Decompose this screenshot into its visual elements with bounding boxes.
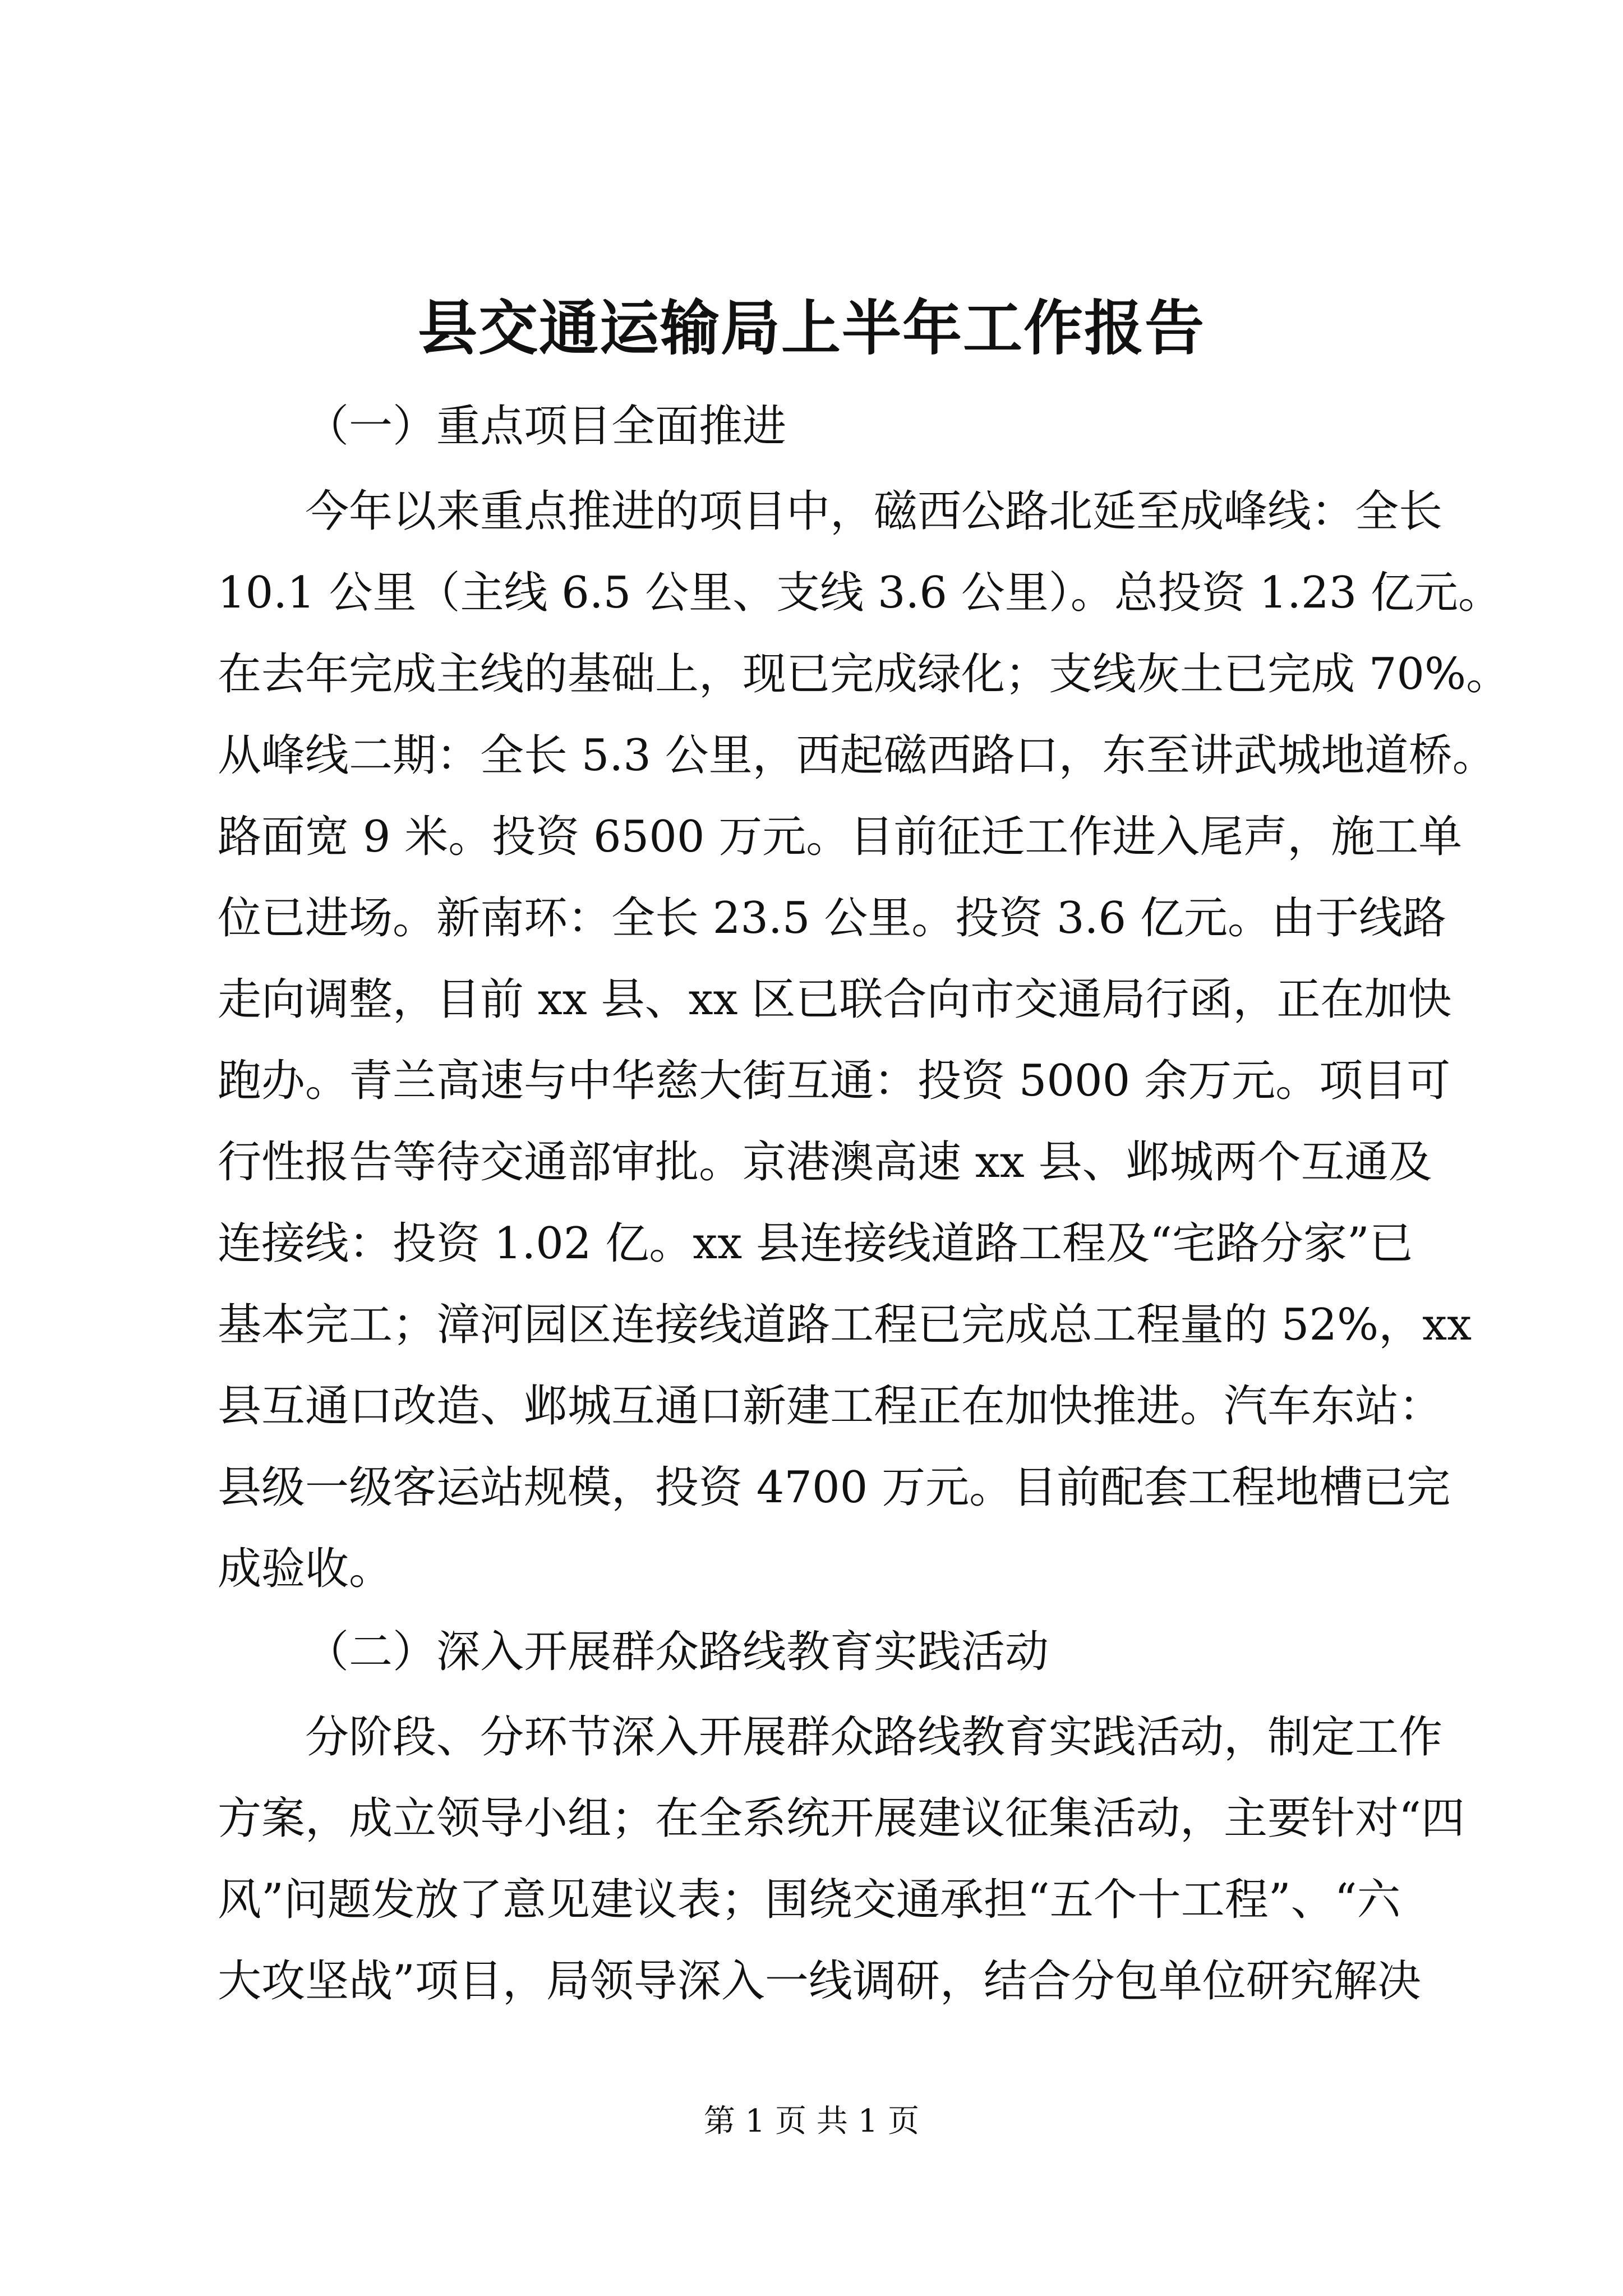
paragraph-line: 走向调整，目前 xx 县、xx 区已联合向市交通局行函，正在加快 [218, 974, 1452, 1025]
section-heading: （一）重点项目全面推进 [305, 401, 787, 452]
paragraph-line: 方案，成立领导小组；在全系统开展建议征集活动，主要针对“四 [218, 1793, 1465, 1844]
page-footer: 第 1 页 共 1 页 [703, 2103, 920, 2139]
paragraph-line: 分阶段、分环节深入开展群众路线教育实践活动，制定工作 [305, 1712, 1443, 1763]
paragraph-line: 今年以来重点推进的项目中，磁西公路北延至成峰线：全长 [305, 486, 1443, 537]
paragraph-line: 大攻坚战”项目，局领导深入一线调研，结合分包单位研究解决 [218, 1956, 1421, 2007]
paragraph-line: 县级一级客运站规模，投资 4700 万元。目前配套工程地槽已完 [218, 1462, 1451, 1513]
paragraph-line: 风”问题发放了意见建议表；围绕交通承担“五个十工程”、“六 [218, 1875, 1401, 1925]
paragraph-line: 跑办。青兰高速与中华慈大街互通：投资 5000 余万元。项目可 [218, 1056, 1451, 1106]
paragraph-line: 县互通口改造、邺城互通口新建工程正在加快推进。汽车东站： [218, 1381, 1443, 1432]
section-heading: （二）深入开展群众路线教育实践活动 [305, 1627, 1049, 1677]
paragraph-line: 从峰线二期：全长 5.3 公里，西起磁西路口，东至讲武城地道桥。 [218, 730, 1496, 781]
section-2 [218, 1616, 1465, 2022]
paragraph-line: 路面宽 9 米。投资 6500 万元。目前征迁工作进入尾声，施工单 [218, 812, 1463, 862]
paragraph-line: 位已进场。新南环：全长 23.5 公里。投资 3.6 亿元。由于线路 [218, 893, 1446, 944]
paragraph-line: 连接线：投资 1.02 亿。xx 县连接线道路工程及“宅路分家”已 [218, 1218, 1413, 1269]
document-title: 县交通运输局上半年工作报告 [418, 293, 1205, 363]
section-1 [218, 390, 1510, 1610]
paragraph-line: 10.1 公里（主线 6.5 公里、支线 3.6 公里）。总投资 1.23 亿元。 [218, 568, 1502, 618]
paragraph-line: 成验收。 [218, 1544, 393, 1594]
paragraph-line: 行性报告等待交通部审批。京港澳高速 xx 县、邺城两个互通及 [218, 1137, 1432, 1188]
paragraph-line: 在去年完成主线的基础上，现已完成绿化；支线灰土已完成 70%。 [218, 649, 1510, 700]
paragraph-line: 基本完工；漳河园区连接线道路工程已完成总工程量的 52%，xx [218, 1300, 1472, 1350]
